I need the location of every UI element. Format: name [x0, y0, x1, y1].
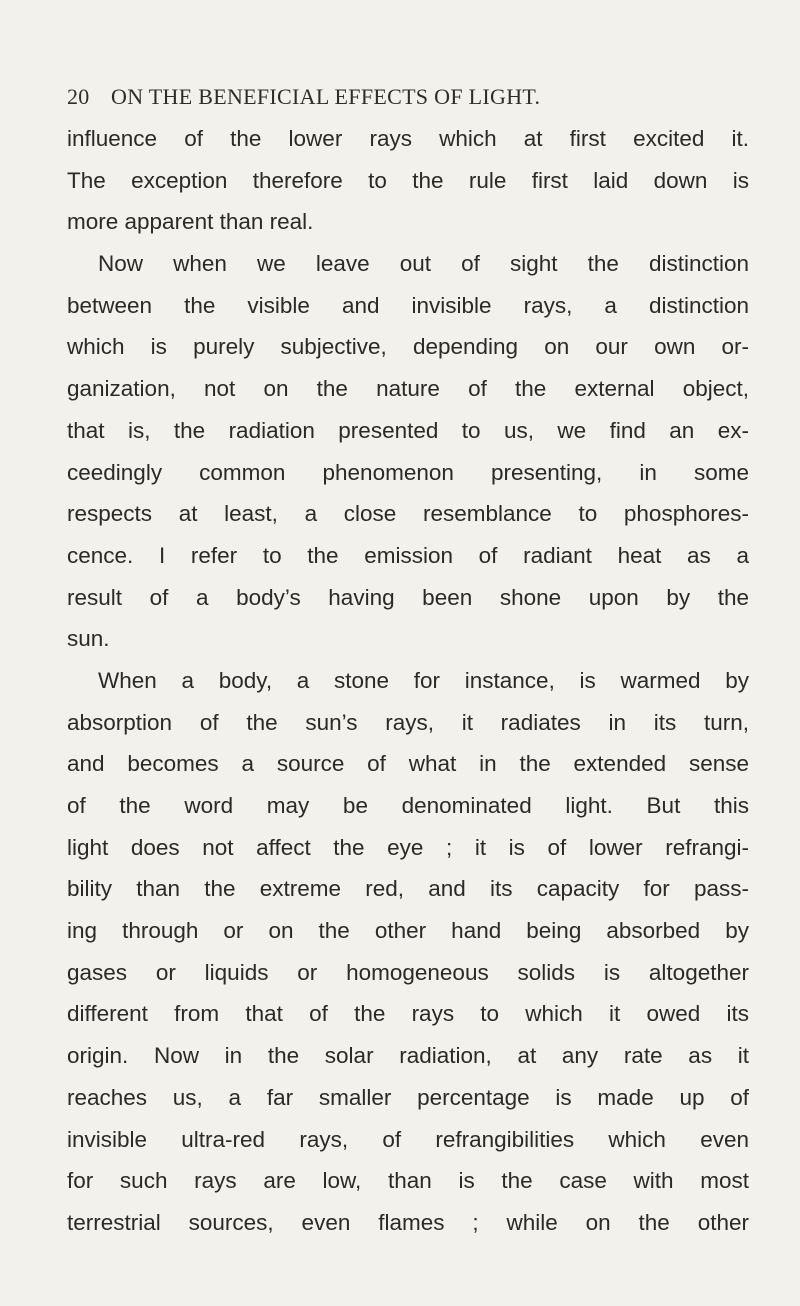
- text-line: for such rays are low, than is the case with most: [67, 1168, 749, 1194]
- text-line: ganization, not on the nature of the external object,: [67, 376, 749, 402]
- text-line: more apparent than real.: [67, 209, 314, 235]
- text-line: The exception therefore to the rule first laid down is: [67, 167, 749, 193]
- text-line: origin. Now in the solar radiation, at any rate as it: [67, 1043, 749, 1069]
- text-line: between the visible and invisible rays, a distinction: [67, 292, 749, 318]
- text-line: and becomes a source of what in the extended sense: [67, 751, 749, 777]
- text-line: light does not affect the eye ; it is of lower refrangi-: [67, 834, 749, 860]
- text-line: When a body, a stone for instance, is warmed by: [98, 667, 749, 693]
- text-line: cence. I refer to the emission of radiant heat as a: [67, 542, 749, 568]
- text-line: result of a body’s having been shone upon by the: [67, 584, 749, 610]
- running-title: ON THE BENEFICIAL EFFECTS OF LIGHT.: [111, 84, 541, 109]
- text-line: respects at least, a close resemblance to phosphores-: [67, 501, 749, 527]
- text-line: terrestrial sources, even flames ; while on the other: [67, 1209, 749, 1235]
- text-line: ing through or on the other hand being absorbed by: [67, 918, 749, 944]
- text-line: invisible ultra-red rays, of refrangibilities which even: [67, 1126, 749, 1152]
- text-line: of the word may be denominated light. But this: [67, 793, 749, 818]
- body-text: [67, 118, 749, 1244]
- page-number: 20: [67, 84, 90, 109]
- text-line: sun.: [67, 626, 110, 652]
- text-line: different from that of the rays to which it owed its: [67, 1001, 749, 1027]
- text-line: influence of the lower rays which at first excited it.: [67, 126, 749, 151]
- text-line: gases or liquids or homogeneous solids is altogether: [67, 959, 749, 985]
- text-line: which is purely subjective, depending on our own or-: [67, 334, 749, 360]
- text-line: ceedingly common phenomenon presenting, in some: [67, 459, 749, 485]
- text-line: Now when we leave out of sight the distinction: [98, 251, 749, 277]
- text-line: bility than the extreme red, and its capacity for pass-: [67, 876, 749, 902]
- text-line: that is, the radiation presented to us, we find an ex-: [67, 417, 749, 443]
- running-head: [67, 84, 747, 110]
- text-line: absorption of the sun’s rays, it radiates in its turn,: [67, 709, 749, 735]
- text-line: reaches us, a far smaller percentage is made up of: [67, 1084, 749, 1110]
